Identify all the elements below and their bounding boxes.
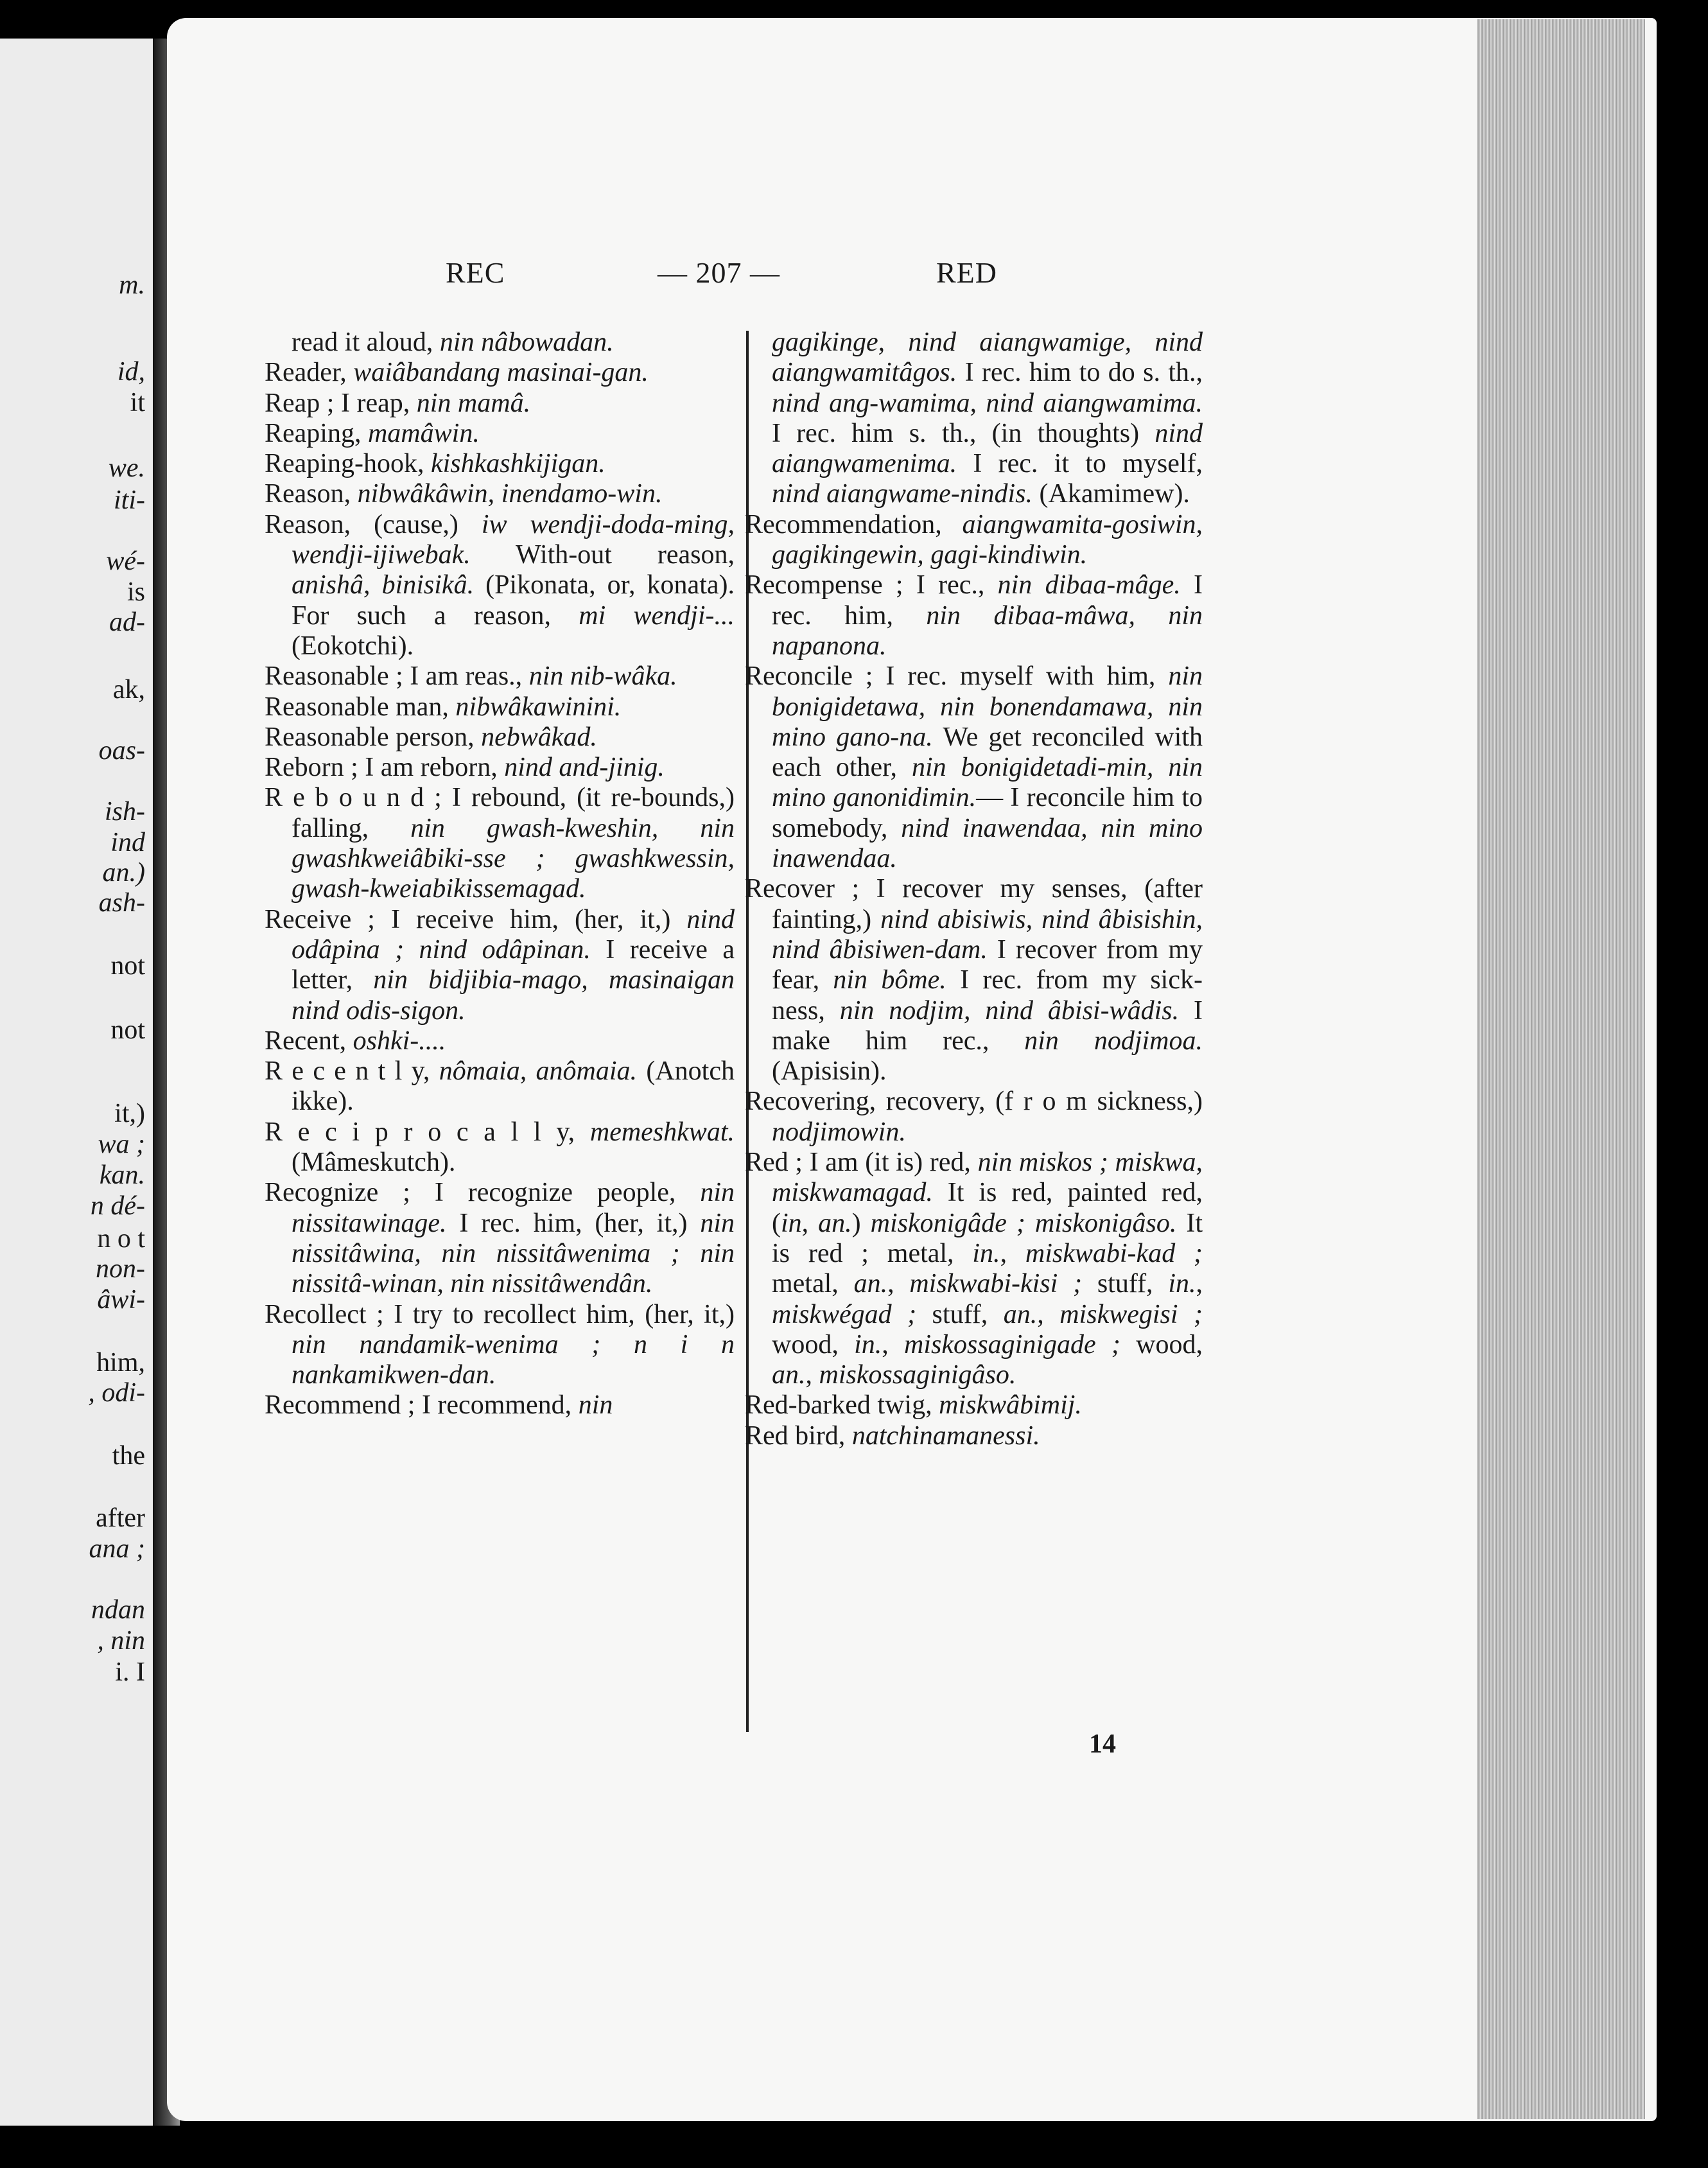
facing-page-fragment: him,: [96, 1348, 145, 1377]
dictionary-entry: Recognize ; I recognize people, nin nissitawinage. I rec. him, (her, it,) nin nissitâwina, nin nissitâwenima ; nin nissitâ-winan, nin nissitâwendân.: [265, 1178, 735, 1299]
dictionary-entry: Reaping, mamâwin.: [265, 418, 480, 448]
dictionary-entry: R e c e n t l y, nômaia, anômaia. (Anotch ikke).: [265, 1056, 735, 1117]
dictionary-entry: Recommendation, aiangwamita-gosiwin, gagikingewin, gagi-kindiwin.: [745, 509, 1203, 570]
facing-page-fragment: iti-: [114, 485, 145, 515]
dictionary-entry: R e b o u n d ; I rebound, (it re-bounds,) falling, nin gwash-kweshin, nin gwashkweiâbiki-sse ; gwashkwessin, gwash-kweiabikissemagad.: [265, 783, 735, 904]
left-column: [265, 328, 735, 1421]
facing-page-fragment: ash-: [98, 888, 145, 918]
right-column: [745, 328, 1203, 1451]
dictionary-entry: Red bird, natchinamanessi.: [745, 1421, 1040, 1451]
running-head-left: REC: [446, 256, 505, 289]
dictionary-entry: Reason, (cause,) iw wendji-doda-ming, wendji-ijiwebak. With-out reason, anishâ, binisikâ. (Pikonata, or, konata). For such a reason, mi wendji-... (Eokotchi).: [265, 509, 735, 661]
facing-page-fragment: oas-: [98, 736, 145, 765]
facing-page-fragment: is: [126, 577, 145, 607]
facing-page-fragment: kan.: [99, 1160, 145, 1190]
dictionary-entry: Reaping-hook, kishkashkijigan.: [265, 449, 606, 479]
dictionary-entry: gagikinge, nind aiangwamige, nind aiangwamitâgos. I rec. him to do s. th., nind ang-wamima, nind aiangwamima. I rec. him s. th., (in thoughts) nind aiangwamenima. I rec. it to myself, nind aiangwame-nindis. (Akamimew).: [772, 328, 1203, 509]
dictionary-entry: Reason, nibwâkâwin, inendamo-win.: [265, 479, 663, 509]
facing-page-fragment: the: [112, 1441, 145, 1471]
facing-page-fragment: ak,: [112, 675, 145, 704]
signature-mark: 14: [1089, 1729, 1116, 1759]
facing-page-fragment: ad-: [109, 608, 145, 637]
page-number: — 207 —: [658, 256, 780, 289]
dictionary-entry: Receive ; I receive him, (her, it,) nind odâpina ; nind odâpinan. I receive a letter, nin bidjibia-mago, masinaigan nind odis-sigon.: [265, 904, 735, 1026]
facing-page-fragment: âwi-: [97, 1285, 145, 1315]
facing-page-fragment: i. I: [115, 1657, 145, 1687]
dictionary-entry: Reader, waiâbandang masinai-gan.: [265, 358, 649, 388]
dictionary-entry: Reap ; I reap, nin mamâ.: [265, 388, 531, 418]
facing-page-fragment: non-: [96, 1254, 145, 1284]
dictionary-entry: Reasonable man, nibwâkawinini.: [265, 692, 622, 722]
dictionary-entry: Reconcile ; I rec. myself with him, nin bonigidetawa, nin bonendamawa, nin mino gano-na. We get reconciled with each other, nin bonigidetadi-min, nin mino ganonidimin.— I reconcile him to somebody, nind inawendaa, nin mino inawendaa.: [745, 661, 1203, 874]
dictionary-entry: Recompense ; I rec., nin dibaa-mâge. I rec. him, nin dibaa-mâwa, nin napanona.: [745, 570, 1203, 661]
facing-page-fragment: we.: [108, 453, 145, 483]
facing-page-fragment: n dé-: [90, 1191, 145, 1221]
facing-page-fragment: ind: [110, 828, 145, 857]
facing-page-fragment: it: [130, 388, 145, 417]
dictionary-entry: Recommend ; I recommend, nin: [265, 1390, 613, 1421]
dictionary-entry: Reasonable ; I am reas., nin nib-wâka.: [265, 661, 677, 692]
facing-page-fragment: ndan: [91, 1595, 145, 1625]
dictionary-entry: Recent, oshki-....: [265, 1026, 446, 1056]
facing-page-fragment: it,): [114, 1099, 145, 1128]
facing-page-fragment: m.: [119, 270, 145, 300]
dictionary-entry: Recollect ; I try to recollect him, (her, it,) nin nandamik-wenima ; n i n nankamikwen-dan.: [265, 1299, 735, 1390]
facing-page-fragment: wé-: [106, 546, 145, 576]
facing-page-fragment: not: [110, 1015, 145, 1045]
facing-page-fragment: , odi-: [88, 1378, 145, 1408]
dictionary-entry: read it aloud, nin nâbowadan.: [292, 328, 614, 357]
facing-page-fragment: wa ;: [98, 1130, 145, 1159]
dictionary-entry: Reasonable person, nebwâkad.: [265, 722, 597, 752]
dictionary-entry: Recover ; I recover my senses, (after fainting,) nind abisiwis, nind âbisishin, nind âbisiwen-dam. I recover from my fear, nin bôme. I rec. from my sick-ness, nin nodjim, nind âbisi-wâdis. I make him rec., nin nodjimoa. (Apisisin).: [745, 874, 1203, 1087]
dictionary-entry: Red-barked twig, miskwâbimij.: [745, 1390, 1082, 1421]
facing-page-fragment: ana ;: [89, 1534, 145, 1564]
facing-page-fragment: n o t: [97, 1224, 145, 1254]
facing-page-fragment: ish-: [105, 797, 145, 826]
facing-page-fragment: an.): [102, 858, 145, 887]
running-head-right: RED: [936, 256, 997, 289]
dictionary-entry: Recovering, recovery, (f r o m sickness,) nodjimowin.: [745, 1087, 1203, 1147]
dictionary-entry: R e c i p r o c a l l y, memeshkwat. (Mâmeskutch).: [265, 1117, 735, 1178]
left-page-fragment: [0, 39, 158, 2126]
facing-page-fragment: after: [96, 1503, 145, 1533]
facing-page-fragment: not: [110, 951, 145, 981]
dictionary-entry: Red ; I am (it is) red, nin miskos ; miskwa, miskwamagad. It is red, painted red, (in, an.) miskonigâde ; miskonigâso. It is red ; metal, in., miskwabi-kad ; metal, an., miskwabi-kisi ; stuff, in., miskwégad ; stuff, an., miskwegisi ; wood, in., miskossaginigade ; wood, an., miskossaginigâso.: [745, 1148, 1203, 1390]
facing-page-fragment: id,: [117, 357, 145, 387]
facing-page-fragment: , nin: [97, 1626, 145, 1656]
dictionary-entry: Reborn ; I am reborn, nind and-jinig.: [265, 753, 665, 783]
page-edge: [1477, 19, 1645, 2119]
